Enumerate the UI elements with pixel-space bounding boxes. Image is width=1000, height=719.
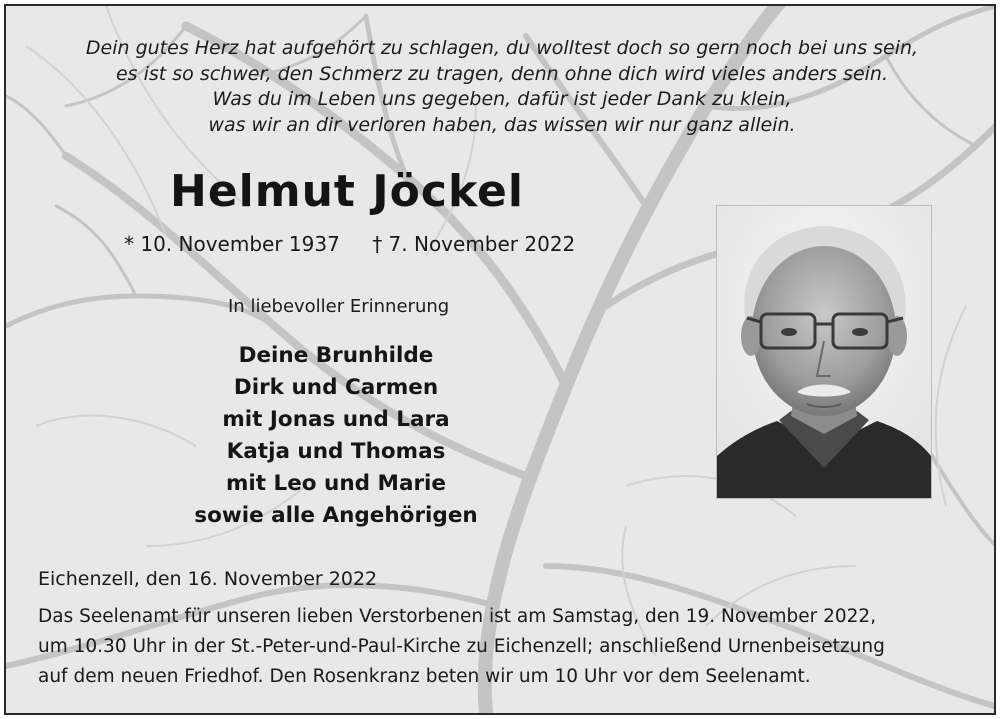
notice-line: Das Seelenamt für unseren lieben Verstorbenen ist am Samstag, den 19. November 2022, (38, 606, 877, 627)
family-member: sowie alle Angehörigen (194, 503, 478, 528)
remembrance-line: In liebevoller Erinnerung (228, 296, 450, 317)
service-notice (38, 602, 978, 692)
notice-line: um 10.30 Uhr in der St.-Peter-und-Paul-Kirche zu Eichenzell; anschließend Urnenbeisetzung (38, 636, 885, 657)
family-member: mit Leo und Marie (225, 471, 447, 496)
notice-line: auf dem neuen Friedhof. Den Rosenkranz beten wir um 10 Uhr vor dem Seelenamt. (38, 666, 811, 687)
family-member: Deine Brunhilde (238, 343, 434, 368)
obituary-card (4, 4, 996, 715)
poem-line: was wir an dir verloren haben, das wissen wir nur ganz allein. (208, 113, 796, 136)
family-member: Katja und Thomas (226, 439, 446, 464)
place-and-date: Eichenzell, den 16. November 2022 (38, 568, 378, 590)
birth-date: * 10. November 1937 (124, 232, 340, 256)
death-date: † 7. November 2022 (372, 232, 576, 256)
family-list (176, 340, 496, 532)
portrait-photo (717, 206, 931, 498)
life-dates (124, 232, 575, 256)
portrait-photo-icon (717, 206, 931, 498)
memorial-poem (4, 36, 996, 138)
poem-line: Was du im Leben uns gegeben, dafür ist jeder Dank zu klein, (212, 88, 792, 110)
poem-line: Dein gutes Herz hat aufgehört zu schlagen, du wolltest doch so gern noch bei uns sein, (85, 37, 919, 59)
deceased-name: Helmut Jöckel (170, 166, 524, 217)
family-member: Dirk und Carmen (233, 375, 439, 400)
family-member: mit Jonas und Lara (222, 407, 450, 432)
poem-line: es ist so schwer, den Schmerz zu tragen, denn ohne dich wird vieles anders sein. (115, 62, 888, 85)
